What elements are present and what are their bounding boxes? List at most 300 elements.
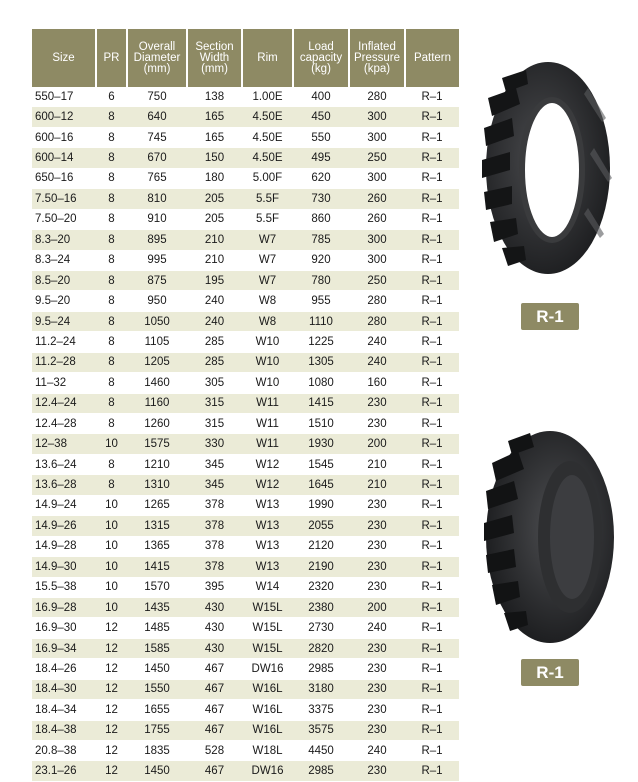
table-row (32, 679, 459, 699)
table-cell: 345 (187, 475, 242, 495)
column-header (96, 29, 127, 87)
table-cell: 230 (349, 495, 405, 515)
table-cell: 1265 (127, 495, 187, 515)
table-row (32, 659, 459, 679)
table-cell: 280 (349, 291, 405, 311)
table-cell: 1585 (127, 638, 187, 658)
table-cell: 16.9–30 (32, 618, 96, 638)
table-cell: 14.9–26 (32, 516, 96, 536)
table-cell: 745 (127, 127, 187, 147)
table-cell: 12 (96, 761, 127, 781)
table-cell: R–1 (405, 127, 459, 147)
table-cell: 240 (349, 741, 405, 761)
column-header-line: Rim (257, 51, 278, 64)
table-row (32, 148, 459, 168)
table-cell: 910 (127, 209, 187, 229)
table-cell: W7 (242, 230, 293, 250)
table-cell: 1160 (127, 393, 187, 413)
table-cell: 12 (96, 618, 127, 638)
table-cell: 1210 (127, 454, 187, 474)
table-cell: 165 (187, 107, 242, 127)
table-cell: 11–32 (32, 373, 96, 393)
table-cell: 2730 (293, 618, 349, 638)
table-cell: 1205 (127, 352, 187, 372)
table-cell: 12 (96, 720, 127, 740)
table-cell: 785 (293, 230, 349, 250)
column-header-line: capacity (299, 51, 343, 64)
table-row (32, 270, 459, 290)
table-cell: 13.6–24 (32, 454, 96, 474)
table-cell: 467 (187, 659, 242, 679)
table-row (32, 454, 459, 474)
table-cell: 995 (127, 250, 187, 270)
table-cell: W12 (242, 475, 293, 495)
table-cell: 165 (187, 127, 242, 147)
table-cell: 300 (349, 250, 405, 270)
table-cell: 400 (293, 87, 349, 107)
table-cell: W8 (242, 291, 293, 311)
table-cell: 730 (293, 189, 349, 209)
table-row (32, 434, 459, 454)
table-cell: 495 (293, 148, 349, 168)
table-cell: R–1 (405, 495, 459, 515)
table-cell: 13.6–28 (32, 475, 96, 495)
table-cell: 18.4–26 (32, 659, 96, 679)
table-cell: 10 (96, 577, 127, 597)
column-header (127, 29, 187, 87)
table-cell: 210 (349, 454, 405, 474)
table-cell: 875 (127, 270, 187, 290)
column-header-line: Load (308, 40, 334, 53)
table-cell: 1655 (127, 700, 187, 720)
table-cell: 4.50E (242, 107, 293, 127)
table-cell: 8 (96, 475, 127, 495)
column-header (242, 29, 293, 87)
column-header-line: Pattern (413, 51, 452, 64)
tire-spec-table (32, 29, 459, 782)
table-row (32, 373, 459, 393)
table-cell: 8.3–20 (32, 230, 96, 250)
column-header-line: Inflated (358, 40, 396, 53)
table-cell: 2055 (293, 516, 349, 536)
table-cell: 1435 (127, 597, 187, 617)
table-cell: 1050 (127, 311, 187, 331)
table-cell: 5.00F (242, 168, 293, 188)
table-cell: 2985 (293, 659, 349, 679)
table-cell: 8 (96, 107, 127, 127)
table-cell: 7.50–16 (32, 189, 96, 209)
table-cell: 180 (187, 168, 242, 188)
table-cell: 10 (96, 597, 127, 617)
table-cell: 210 (187, 230, 242, 250)
table-cell: W7 (242, 270, 293, 290)
table-cell: R–1 (405, 761, 459, 781)
table-cell: 430 (187, 618, 242, 638)
table-cell: W11 (242, 414, 293, 434)
table-cell: 550 (293, 127, 349, 147)
tractor-tire-side-icon (478, 58, 618, 278)
table-cell: W16L (242, 679, 293, 699)
table-cell: 230 (349, 393, 405, 413)
table-cell: 7.50–20 (32, 209, 96, 229)
table-cell: R–1 (405, 720, 459, 740)
table-row (32, 495, 459, 515)
table-cell: 5.5F (242, 189, 293, 209)
table-cell: 240 (349, 352, 405, 372)
table-cell: 2985 (293, 761, 349, 781)
table-cell: 11.2–24 (32, 332, 96, 352)
table-cell: 8 (96, 414, 127, 434)
table-cell: 15.5–38 (32, 577, 96, 597)
table-cell: 467 (187, 761, 242, 781)
table-row (32, 230, 459, 250)
table-cell: 280 (349, 311, 405, 331)
table-cell: 895 (127, 230, 187, 250)
table-cell: 1575 (127, 434, 187, 454)
table-row (32, 87, 459, 107)
column-header-line: Width (199, 51, 230, 64)
table-cell: 5.5F (242, 209, 293, 229)
table-cell: 8 (96, 373, 127, 393)
column-header-line: PR (103, 51, 120, 64)
table-cell: 1485 (127, 618, 187, 638)
table-row (32, 557, 459, 577)
table-cell: 600–14 (32, 148, 96, 168)
table-row (32, 414, 459, 434)
table-cell: W15L (242, 638, 293, 658)
table-cell: 18.4–30 (32, 679, 96, 699)
table-cell: 10 (96, 495, 127, 515)
table-cell: W11 (242, 393, 293, 413)
column-header-line: (kg) (311, 62, 331, 75)
table-cell: R–1 (405, 87, 459, 107)
table-cell: 250 (349, 270, 405, 290)
table-cell: W10 (242, 352, 293, 372)
table-cell: 14.9–24 (32, 495, 96, 515)
table-cell: 138 (187, 87, 242, 107)
table-cell: W13 (242, 536, 293, 556)
table-cell: 285 (187, 332, 242, 352)
table-cell: 315 (187, 414, 242, 434)
table-cell: 11.2–28 (32, 352, 96, 372)
table-cell: 1415 (127, 557, 187, 577)
table-cell: R–1 (405, 454, 459, 474)
table-cell: R–1 (405, 557, 459, 577)
table-cell: 2190 (293, 557, 349, 577)
table-cell: R–1 (405, 741, 459, 761)
table-row (32, 618, 459, 638)
table-cell: 1080 (293, 373, 349, 393)
table-cell: 8 (96, 332, 127, 352)
column-header (187, 29, 242, 87)
table-cell: W15L (242, 597, 293, 617)
column-header-line: Diameter (133, 51, 181, 64)
table-cell: 4.50E (242, 127, 293, 147)
table-cell: R–1 (405, 189, 459, 209)
table-cell: 8 (96, 352, 127, 372)
table-cell: 8 (96, 209, 127, 229)
table-cell: 378 (187, 557, 242, 577)
table-cell: 260 (349, 189, 405, 209)
tractor-tire-angled-icon (478, 425, 618, 650)
table-cell: R–1 (405, 393, 459, 413)
table-cell: 23.1–26 (32, 761, 96, 781)
table-cell: 250 (349, 148, 405, 168)
table-cell: 230 (349, 557, 405, 577)
table-cell: 378 (187, 536, 242, 556)
table-cell: W13 (242, 495, 293, 515)
table-cell: 240 (349, 618, 405, 638)
table-cell: 200 (349, 597, 405, 617)
table-cell: 8 (96, 168, 127, 188)
table-row (32, 720, 459, 740)
table-row (32, 352, 459, 372)
table-cell: 430 (187, 638, 242, 658)
column-header-line: (mm) (143, 62, 171, 75)
table-cell: 8 (96, 291, 127, 311)
table-cell: 528 (187, 741, 242, 761)
table-cell: 467 (187, 700, 242, 720)
table-header-row (32, 29, 459, 87)
table-cell: 600–16 (32, 127, 96, 147)
table-cell: W10 (242, 373, 293, 393)
table-cell: 3375 (293, 700, 349, 720)
table-cell: 240 (187, 311, 242, 331)
table-cell: W10 (242, 332, 293, 352)
table-cell: 210 (349, 475, 405, 495)
table-cell: 650–16 (32, 168, 96, 188)
table-cell: DW16 (242, 761, 293, 781)
table-cell: 6 (96, 87, 127, 107)
table-cell: 10 (96, 516, 127, 536)
table-cell: R–1 (405, 638, 459, 658)
table-row (32, 597, 459, 617)
table-cell: 2380 (293, 597, 349, 617)
table-cell: 10 (96, 434, 127, 454)
table-row (32, 536, 459, 556)
table-cell: 1755 (127, 720, 187, 740)
table-cell: R–1 (405, 250, 459, 270)
table-cell: 9.5–20 (32, 291, 96, 311)
table-cell: 1990 (293, 495, 349, 515)
table-cell: 670 (127, 148, 187, 168)
table-cell: 620 (293, 168, 349, 188)
table-cell: 1930 (293, 434, 349, 454)
table-row (32, 127, 459, 147)
table-cell: 8.3–24 (32, 250, 96, 270)
table-cell: 300 (349, 168, 405, 188)
table-cell: R–1 (405, 373, 459, 393)
table-cell: R–1 (405, 230, 459, 250)
table-cell: 260 (349, 209, 405, 229)
table-cell: 950 (127, 291, 187, 311)
column-header-line: Pressure (353, 51, 401, 64)
table-cell: R–1 (405, 618, 459, 638)
table-cell: R–1 (405, 414, 459, 434)
table-cell: 200 (349, 434, 405, 454)
table-cell: 195 (187, 270, 242, 290)
table-cell: 315 (187, 393, 242, 413)
table-cell: 550–17 (32, 87, 96, 107)
column-header-line: Section (195, 40, 234, 53)
table-cell: 1415 (293, 393, 349, 413)
table-cell: W7 (242, 250, 293, 270)
table-cell: R–1 (405, 679, 459, 699)
table-cell: W13 (242, 516, 293, 536)
table-cell: 230 (349, 720, 405, 740)
table-cell: 2820 (293, 638, 349, 658)
table-cell: 1110 (293, 311, 349, 331)
table-cell: 1450 (127, 659, 187, 679)
table-cell: 12 (96, 659, 127, 679)
table-cell: 8 (96, 250, 127, 270)
column-header (349, 29, 405, 87)
table-cell: 2320 (293, 577, 349, 597)
table-cell: 230 (349, 761, 405, 781)
table-row (32, 107, 459, 127)
table-cell: 230 (349, 536, 405, 556)
table-cell: 160 (349, 373, 405, 393)
table-cell: W11 (242, 434, 293, 454)
table-cell: 1450 (127, 761, 187, 781)
table-cell: 210 (187, 250, 242, 270)
table-cell: R–1 (405, 475, 459, 495)
column-header (32, 29, 96, 87)
table-cell: 8 (96, 311, 127, 331)
table-cell: 1510 (293, 414, 349, 434)
table-cell: 305 (187, 373, 242, 393)
table-cell: 10 (96, 536, 127, 556)
table-cell: R–1 (405, 270, 459, 290)
table-row (32, 638, 459, 658)
table-cell: 1305 (293, 352, 349, 372)
table-cell: 4.50E (242, 148, 293, 168)
column-header (293, 29, 349, 87)
table-cell: 12 (96, 700, 127, 720)
table-cell: 810 (127, 189, 187, 209)
table-cell: R–1 (405, 209, 459, 229)
table-cell: 12.4–24 (32, 393, 96, 413)
tire-spec-table-container (32, 29, 459, 782)
table-cell: 8 (96, 454, 127, 474)
table-cell: 765 (127, 168, 187, 188)
table-cell: 12 (96, 679, 127, 699)
table-cell: 860 (293, 209, 349, 229)
table-cell: 450 (293, 107, 349, 127)
table-row (32, 332, 459, 352)
table-cell: 330 (187, 434, 242, 454)
table-cell: 1310 (127, 475, 187, 495)
table-cell: 285 (187, 352, 242, 372)
table-cell: 300 (349, 107, 405, 127)
table-cell: 1570 (127, 577, 187, 597)
table-cell: 16.9–28 (32, 597, 96, 617)
table-cell: R–1 (405, 577, 459, 597)
table-cell: R–1 (405, 516, 459, 536)
table-cell: 8 (96, 189, 127, 209)
table-cell: 467 (187, 679, 242, 699)
table-cell: 1550 (127, 679, 187, 699)
table-cell: 1.00E (242, 87, 293, 107)
table-row (32, 189, 459, 209)
table-cell: 10 (96, 557, 127, 577)
table-cell: W12 (242, 454, 293, 474)
table-cell: 345 (187, 454, 242, 474)
column-header-line: (kpa) (363, 62, 391, 75)
table-cell: W16L (242, 700, 293, 720)
table-cell: R–1 (405, 700, 459, 720)
table-row (32, 577, 459, 597)
table-cell: 230 (349, 638, 405, 658)
table-cell: 780 (293, 270, 349, 290)
table-cell: 1645 (293, 475, 349, 495)
table-cell: 1225 (293, 332, 349, 352)
table-cell: 14.9–28 (32, 536, 96, 556)
table-cell: 12–38 (32, 434, 96, 454)
table-cell: 9.5–24 (32, 311, 96, 331)
table-cell: W18L (242, 741, 293, 761)
table-cell: W16L (242, 720, 293, 740)
table-cell: 205 (187, 209, 242, 229)
table-cell: 230 (349, 700, 405, 720)
table-row (32, 250, 459, 270)
table-cell: R–1 (405, 536, 459, 556)
table-cell: 230 (349, 516, 405, 536)
table-cell: 920 (293, 250, 349, 270)
table-cell: 205 (187, 189, 242, 209)
table-cell: 3575 (293, 720, 349, 740)
table-cell: R–1 (405, 311, 459, 331)
table-cell: 3180 (293, 679, 349, 699)
column-header (405, 29, 459, 87)
table-cell: 1315 (127, 516, 187, 536)
table-cell: R–1 (405, 597, 459, 617)
table-cell: 16.9–34 (32, 638, 96, 658)
table-row (32, 516, 459, 536)
table-cell: 640 (127, 107, 187, 127)
table-row (32, 168, 459, 188)
table-cell: R–1 (405, 332, 459, 352)
table-cell: 395 (187, 577, 242, 597)
table-row (32, 761, 459, 781)
table-cell: 8 (96, 270, 127, 290)
table-row (32, 700, 459, 720)
table-cell: 1105 (127, 332, 187, 352)
table-cell: 300 (349, 230, 405, 250)
table-cell: 1365 (127, 536, 187, 556)
table-cell: 2120 (293, 536, 349, 556)
table-cell: 300 (349, 127, 405, 147)
table-cell: W14 (242, 577, 293, 597)
table-cell: 955 (293, 291, 349, 311)
table-row (32, 741, 459, 761)
table-cell: 12 (96, 741, 127, 761)
table-row (32, 393, 459, 413)
table-cell: 8.5–20 (32, 270, 96, 290)
table-cell: 14.9–30 (32, 557, 96, 577)
table-cell: 1835 (127, 741, 187, 761)
table-cell: R–1 (405, 291, 459, 311)
pattern-badge-top: R-1 (521, 303, 579, 330)
table-cell: 378 (187, 495, 242, 515)
column-header-line: Size (52, 51, 75, 64)
table-row (32, 311, 459, 331)
table-cell: 8 (96, 148, 127, 168)
table-cell: 8 (96, 230, 127, 250)
table-cell: 240 (187, 291, 242, 311)
table-cell: 230 (349, 659, 405, 679)
table-cell: DW16 (242, 659, 293, 679)
